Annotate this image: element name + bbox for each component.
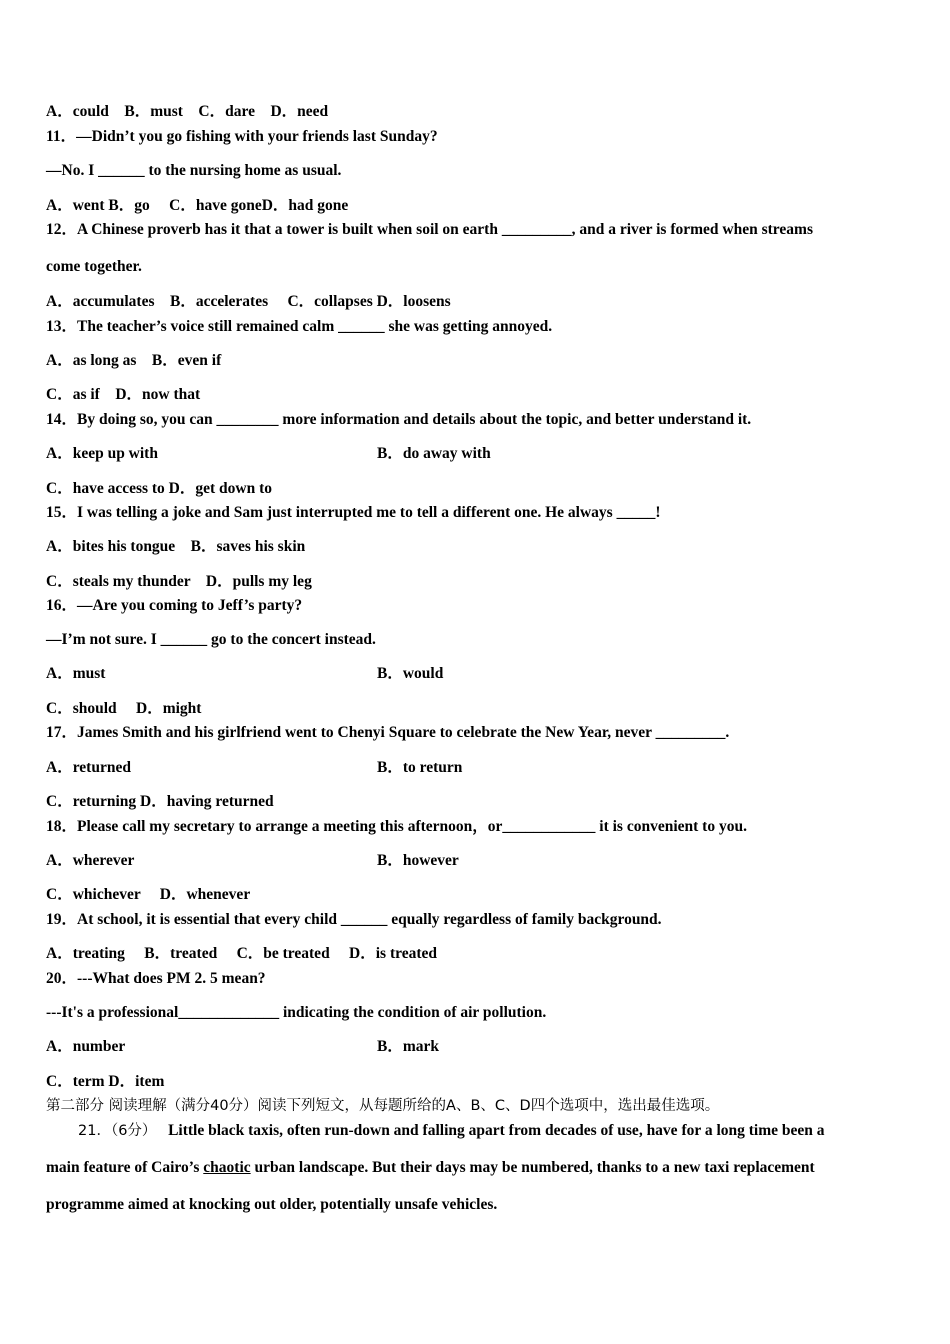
q15-options-ab: A．bites his tongue B．saves his skin [46, 538, 306, 555]
q12-stem: 12．A Chinese proverb has it that a tower is built when soil on earth _________, and a river is formed when streams [46, 221, 813, 238]
q18-options-cd: C．whichever D．whenever [46, 886, 251, 903]
q21-line-3: programme aimed at knocking out older, potentially unsafe vehicles. [46, 1196, 498, 1213]
q17-option-a: A．returned [46, 759, 131, 776]
q18-option-a: A．wherever [46, 852, 135, 869]
q16-options-cd: C．should D．might [46, 700, 202, 717]
q21-line-1 [78, 1121, 825, 1141]
q11-stem: 11．—Didn’t you go fishing with your friends last Sunday? [46, 128, 438, 145]
q20-options-cd: C．term D．item [46, 1073, 165, 1090]
q21-text-1: Little black taxis, often run-down and falling apart from decades of use, have for a long time been a [168, 1122, 825, 1139]
q20-option-a: A．number [46, 1038, 126, 1055]
q21-number: 21．（6分） [78, 1123, 157, 1139]
q16-dialogue: —I’m not sure. I ______ go to the concert instead. [46, 631, 376, 648]
q21-text-2a: main feature of Cairo’s [46, 1159, 204, 1176]
q17-option-b: B．to return [377, 759, 463, 776]
q14-option-a: A．keep up with [46, 445, 158, 462]
q12-continuation: come together. [46, 258, 142, 275]
q20-option-b: B．mark [377, 1038, 440, 1055]
q20-stem: 20．---What does PM 2. 5 mean? [46, 970, 266, 987]
q17-options-cd: C．returning D．having returned [46, 793, 274, 810]
q13-options-ab: A．as long as B．even if [46, 352, 222, 369]
q13-stem: 13．The teacher’s voice still remained calm ______ she was getting annoyed. [46, 318, 553, 335]
q15-options-cd: C．steals my thunder D．pulls my leg [46, 573, 312, 590]
q12-options: A．accumulates B．accelerates C．collapses D．loosens [46, 293, 451, 310]
q18-stem: 18．Please call my secretary to arrange a meeting this afternoon，or____________ it is convenient to you. [46, 818, 747, 835]
q17-stem: 17．James Smith and his girlfriend went to Chenyi Square to celebrate the New Year, never _________. [46, 724, 730, 741]
q10-options: A．could B．must C．dare D．need [46, 103, 329, 120]
q21-line-2 [46, 1158, 815, 1178]
underlined-word: chaotic [203, 1159, 251, 1176]
q16-stem: 16．—Are you coming to Jeff’s party? [46, 597, 303, 614]
q11-options: A．went B．go C．have goneD．had gone [46, 197, 349, 214]
q13-options-cd: C．as if D．now that [46, 386, 201, 403]
q18-option-b: B．however [377, 852, 459, 869]
q19-stem: 19．At school, it is essential that every child ______ equally regardless of family background. [46, 911, 662, 928]
q16-option-b: B．would [377, 665, 444, 682]
q14-option-b: B．do away with [377, 445, 491, 462]
q16-option-a: A．must [46, 665, 106, 682]
q20-dialogue: ---It's a professional_____________ indicating the condition of air pollution. [46, 1004, 547, 1021]
q19-options: A．treating B．treated C．be treated D．is treated [46, 945, 438, 962]
q14-stem: 14．By doing so, you can ________ more information and details about the topic, and better understand it. [46, 411, 752, 428]
section-2-heading: 第二部分 阅读理解（满分40分）阅读下列短文，从每题所给的A、B、C、D四个选项中，选出最佳选项。 [46, 1098, 720, 1114]
q21-text-2b: urban landscape. But their days may be numbered, thanks to a new taxi replacement [250, 1159, 815, 1176]
q11-dialogue: —No. I ______ to the nursing home as usual. [46, 162, 342, 179]
q15-stem: 15．I was telling a joke and Sam just interrupted me to tell a different one. He always _____! [46, 504, 661, 521]
q14-options-cd: C．have access to D．get down to [46, 480, 273, 497]
